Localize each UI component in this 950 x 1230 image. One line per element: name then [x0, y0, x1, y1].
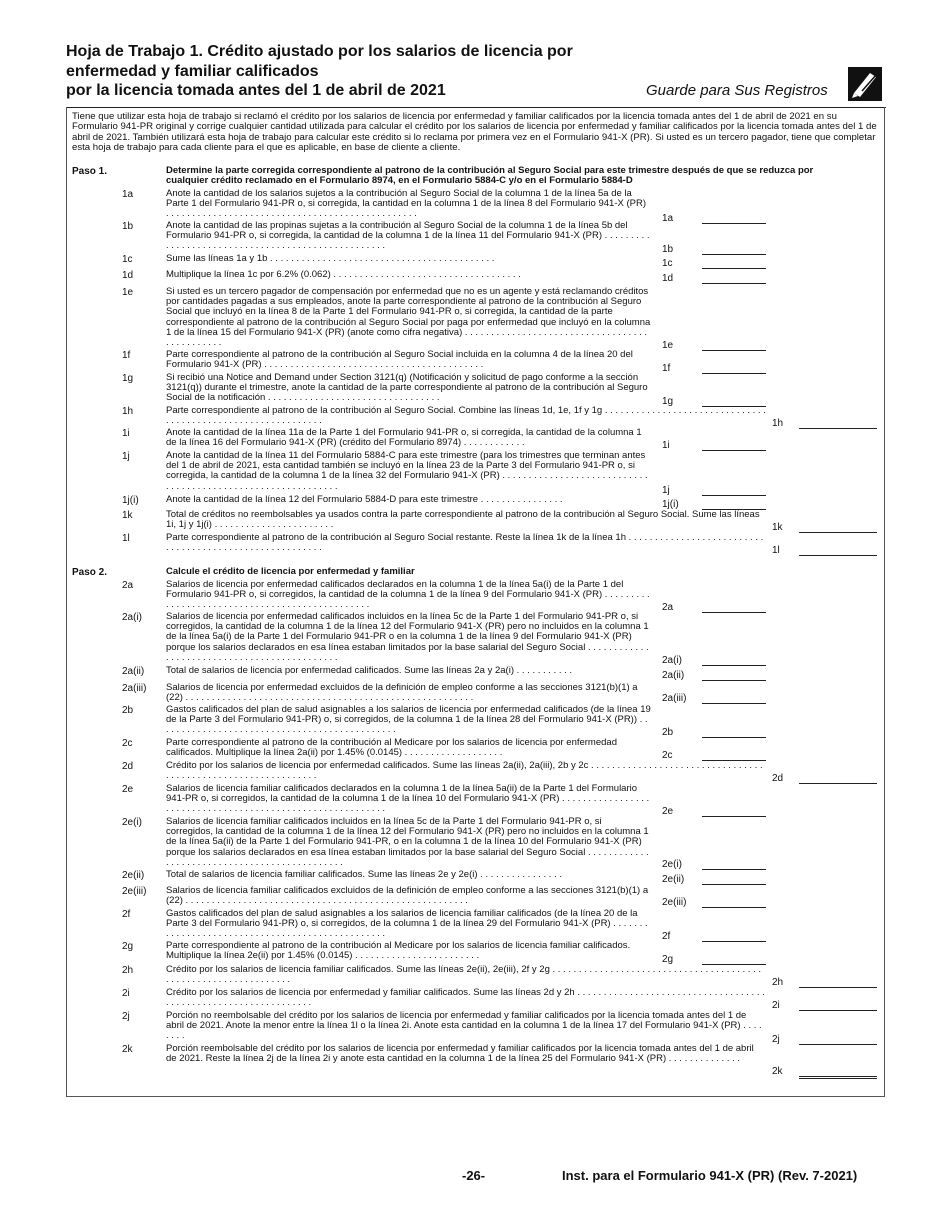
- step2-line-ref: 2a(i): [662, 655, 683, 666]
- step2-line-number: 2d: [122, 761, 134, 772]
- step2-line-ref: 2e(iii): [662, 897, 687, 908]
- step1-line-number: 1j(i): [122, 495, 139, 506]
- step2-line-number: 2e(iii): [122, 886, 147, 897]
- step1-amount-field[interactable]: [702, 223, 766, 224]
- step1-amount-field[interactable]: [702, 373, 766, 374]
- step2-line-ref: 2d: [772, 773, 784, 784]
- step2-amount-field[interactable]: [799, 987, 877, 988]
- step2-line-ref: 2a(iii): [662, 693, 687, 704]
- step1-line-number: 1i: [122, 428, 130, 439]
- step2-line-text: Total de salarios de licencia por enfermedad calificados. Sume las líneas 2a y 2a(i) . . . . . . . . . . .: [166, 665, 573, 676]
- step2-line-text: Crédito por los salarios de licencia por enfermedad calificados. Sume las líneas 2a(ii), 2a(iii), 2b y 2c . . . . . . . . . . . . . . . . . . . . . . . . . . . . . . . . . . . . . . . . . . . . . . . . . . . . . . . . . . . . . .: [166, 760, 763, 782]
- step2-line-text: Gastos calificados del plan de salud asignables a los salarios de licencia familiar calificados (de la línea 20 de la Parte 3 del Formulario 941-PR) o, si corregidos, de la columna 1 de la línea 29 del Formulario 941-X (PR) . . . . . . . . . . . . . . . . . . . . . . . . . . . . . . . . . . . . . . . . . . . . . . . . .: [166, 908, 648, 940]
- step2-amount-field[interactable]: [702, 665, 766, 666]
- step1-amount-field[interactable]: [702, 254, 766, 255]
- step2-amount-field[interactable]: [702, 941, 766, 942]
- step1-line-text: Sume las líneas 1a y 1b . . . . . . . . . . . . . . . . . . . . . . . . . . . . . . . . . . . . . . . . . . .: [166, 253, 495, 264]
- step1-line-text: Multiplique la línea 1c por 6.2% (0.062) . . . . . . . . . . . . . . . . . . . . . . . . . . . . . . . . . . . .: [166, 269, 521, 280]
- step2-line-number: 2a(iii): [122, 683, 147, 694]
- step1-line-ref: 1l: [772, 545, 780, 556]
- step2-line-ref: 2i: [772, 1000, 780, 1011]
- step1-line-ref: 1b: [662, 244, 674, 255]
- step2-amount-field[interactable]: [702, 737, 766, 738]
- step1-line-ref: 1d: [662, 273, 674, 284]
- step2-line-text: Porción reembolsable del crédito por los salarios de licencia por enfermedad y familiar calificados por la licencia tomada antes del 1 de abril de 2021. Reste la línea 2j de la línea 2i y anote esta cantidad en la columna 1 de la línea 25 del Formulario 941-X (PR) . . . . . . . . . . . . . .: [166, 1043, 754, 1065]
- step1-amount-field[interactable]: [799, 532, 877, 533]
- step1-amount-field[interactable]: [702, 495, 766, 496]
- step2-line-text: Crédito por los salarios de licencia por enfermedad y familiar calificados. Sume las líneas 2d y 2h . . . . . . . . . . . . . . . . . . . . . . . . . . . . . . . . . . . . . . . . . . . . . . . . . . . . . . . . . . . . . . . .: [166, 987, 765, 1009]
- step2-line-number: 2a(i): [122, 612, 143, 623]
- step2-amount-field[interactable]: [702, 907, 766, 908]
- step1-amount-field[interactable]: [702, 350, 766, 351]
- step1-line-ref: 1c: [662, 258, 673, 269]
- step2-line-ref: 2a(ii): [662, 670, 685, 681]
- records-pen-icon: [848, 67, 882, 101]
- step1-line-ref: 1g: [662, 396, 674, 407]
- step2-line-ref: 2c: [662, 750, 673, 761]
- step2-line-text: Total de salarios de licencia familiar calificados. Sume las líneas 2e y 2e(i) . . . . . . . . . . . . . . . .: [166, 869, 562, 880]
- step1-line-number: 1d: [122, 270, 134, 281]
- step2-line-text: Salarios de licencia familiar calificados excluidos de la definición de empleo conforme a las secciones 3121(b)(1) a (22) . . . . . . . . . . . . . . . . . . . . . . . . . . . . . . . . . . . . . . . . . . . . . . . . . . . . . .: [166, 885, 649, 907]
- step1-line-number: 1f: [122, 350, 131, 361]
- step2-line-text: Salarios de licencia por enfermedad calificados declarados en la columna 1 de la línea 5a(i) de la Parte 1 del Formulario 941-PR o, si corregidos, la cantidad de la columna 1 de la línea 9 del Formulario 941-X (PR) . . . . . . . . . . . . . . . . . . . . . . . . . . . . . . . . . . . . . . . . . . . . . . . .: [166, 579, 650, 611]
- step1-line-text: Total de créditos no reembolsables ya usados contra la parte correspondiente al patrono de la contribución al Seguro Social. Sume las líneas 1i, 1j y 1j(i) . . . . . . . . . . . . . . . . . . . . . . .: [166, 509, 760, 531]
- step2-line-number: 2j: [122, 1011, 130, 1022]
- step2-line-ref: 2e(ii): [662, 874, 685, 885]
- step1-amount-field[interactable]: [702, 283, 766, 284]
- step2-line-ref: 2g: [662, 954, 674, 965]
- step1-line-text: Si recibió una Notice and Demand under Section 3121(q) (Notificación y solicitud de pago conforme a la sección 3121(q)) durante el trimestre, anote la cantidad de la parte correspondiente al patrono de la contribución al Seguro Social de la notificación . . . . . . . . . . . . . . . . . . . . . . . . . . . . . . . . .: [166, 372, 648, 404]
- step2-label: Paso 2.: [72, 567, 108, 578]
- step2-line-number: 2e(i): [122, 817, 143, 828]
- step1-line-text: Anote la cantidad de las propinas sujetas a la contribución al Seguro Social de la columna 1 de la línea 5b del Formulario 941-PR o, si corregida, la cantidad de la columna 1 de la línea 11 del Formulario 941-X (PR) . . . . . . . . . . . . . . . . . . . . . . . . . . . . . . . . . . . . . . . . . . . . . . . . . . .: [166, 220, 650, 252]
- step1-line-text: Parte correspondiente al patrono de la contribución al Seguro Social. Combine las líneas 1d, 1e, 1f y 1g . . . . . . . . . . . . . . . . . . . . . . . . . . . . . . . . . . . . . . . . . . . . . . . . . . . . . . . . . . . . .: [166, 405, 766, 427]
- step2-line-number: 2h: [122, 965, 134, 976]
- step1-line-ref: 1a: [662, 213, 674, 224]
- step2-amount-field[interactable]: [702, 816, 766, 817]
- step2-line-text: Salarios de licencia por enfermedad calificados incluidos en la línea 5c de la Parte 1 del Formulario 941-PR o, si corregidos, la cantidad de la columna 1 de la línea 12 del Formulario 941-X (PR) pero no incluidos en la columna 1 de la línea 5a(i) de la Parte 1 del Formulario 941-PR o en la columna 1 de la línea 9 del Formulario 941-X (PR) porque los salarios declarados en esa línea estaban limitados por la base salarial del Seguro Social . . . . . . . . . . . . . . . . . . . . . . . . . . . . . . . . . . . . . . . . . . . . .: [166, 611, 649, 663]
- step2-amount-field[interactable]: [702, 869, 766, 870]
- step2-line-ref: 2a: [662, 602, 674, 613]
- step1-line-ref: 1h: [772, 418, 784, 429]
- step2-line-ref: 2k: [772, 1066, 783, 1077]
- step1-line-text: Si usted es un tercero pagador de compensación por enfermedad que no es un agente y está reclamando créditos por cantidades pagadas a sus empleados, anote la parte correspondiente al patrono de la contribución al Seguro Social que incluyó en la línea 8 de la Parte 1 del Formulario 941-PR o, si corregida, la cantidad de la parte correspondiente al patrono de la contribución al Seguro Social por paga por enfermedad que incluyó en la columna 1 de la línea 15 del Formulario 941-X (PR) (anote como cifra negativa) . . . . . . . . . . . . . . . . . . . . . . . . . . . . . . . . . . . . . . . . . . . . . .: [166, 286, 651, 349]
- step1-line-ref: 1i: [662, 440, 670, 451]
- step1-amount-field[interactable]: [799, 555, 877, 556]
- step1-label: Paso 1.: [72, 166, 108, 177]
- step2-line-number: 2e: [122, 784, 134, 795]
- step1-line-number: 1e: [122, 287, 134, 298]
- step1-heading: Determine la parte corregida correspondiente al patrono de la contribución al Seguro Social para este trimestre después de que se reduzca por cualquier crédito reclamado en el Formulario 8974, en el Formulario 5884-C y/o en el Formulario 5884-D: [166, 165, 814, 187]
- step2-line-text: Salarios de licencia familiar calificados declarados en la columna 1 de la línea 5a(ii) de la Parte 1 del Formulario 941-PR o, si corregidos, la cantidad de la columna 1 de la línea 10 del Formulario 941-X (PR) . . . . . . . . . . . . . . . . . . . . . . . . . . . . . . . . . . . . . . . . . . . . . . . . . . . . . . . . . . .: [166, 783, 650, 815]
- step2-line-number: 2c: [122, 738, 133, 749]
- step2-line-number: 2e(ii): [122, 870, 145, 881]
- step1-line-text: Anote la cantidad de la línea 11a de la Parte 1 del Formulario 941-PR o, si corregida, la cantidad de la columna 1 de la línea 16 del Formulario 941-X (PR) (crédito del Formulario 8974) . . . . . . . . . . . .: [166, 427, 642, 449]
- step2-line-text: Porción no reembolsable del crédito por los salarios de licencia por enfermedad y familiar calificados por la licencia tomada antes del 1 de abril de 2021. Anote la menor entre la línea 1l o la línea 2i. Anote esta cantidad en la columna 1 de la línea 17 del Formulario 941-X (PR) . . . . . . . .: [166, 1010, 762, 1042]
- step1-line-ref: 1f: [662, 363, 671, 374]
- step1-line-text: Anote la cantidad de la línea 12 del Formulario 5884-D para este trimestre . . . . . . . . . . . . . . . .: [166, 494, 563, 505]
- step1-line-number: 1k: [122, 510, 133, 521]
- step2-amount-field[interactable]: [799, 1044, 877, 1045]
- step2-line-number: 2a(ii): [122, 666, 145, 677]
- step2-line-text: Crédito por los salarios de licencia familiar calificados. Sume las líneas 2e(ii), 2e(iii), 2f y 2g . . . . . . . . . . . . . . . . . . . . . . . . . . . . . . . . . . . . . . . . . . . . . . . . . . . . . . . . . . . . . . . .: [166, 964, 762, 986]
- step1-line-ref: 1j(i): [662, 499, 679, 510]
- step1-line-ref: 1k: [772, 522, 783, 533]
- worksheet-title: Hoja de Trabajo 1. Crédito ajustado por los salarios de licencia por enfermedad y familiar calificados por la licencia tomada antes del 1 de abril de 2021: [66, 43, 573, 99]
- step2-line-text: Salarios de licencia por enfermedad excluidos de la definición de empleo conforme a las secciones 3121(b)(1) a (22) . . . . . . . . . . . . . . . . . . . . . . . . . . . . . . . . . . . . . . . . . . . . . . . . . . . . . . .: [166, 682, 638, 704]
- step2-line-text: Parte correspondiente al patrono de la contribución al Medicare por los salarios de licencia familiar calificados. Multiplique la línea 2e(ii) por 1.45% (0.0145) . . . . . . . . . . . . . . . . . . . . . . . .: [166, 940, 631, 962]
- step2-line-number: 2k: [122, 1044, 133, 1055]
- step1-line-number: 1a: [122, 189, 134, 200]
- intro-text: Tiene que utilizar esta hoja de trabajo si reclamó el crédito por los salarios de licencia por enfermedad y familiar calificados por la licencia tomada antes del 1 de abril de 2021 en su Formulario 941-PR original y corrige cualquier cantidad utilizada para calcular el crédito por los salarios de licencia por enfermedad y familiar calificados por la licencia tomada antes del 1 de abril de 2021. También utilizará esta hoja de trabajo para calcular este crédito si lo reclama por primera vez en el Formulario 941-X (PR). Si usted es un tercero pagador, tiene que completar esta hoja de trabajo para cada cliente para el que es aplicable, en base de cliente a cliente.: [72, 111, 877, 154]
- step1-line-number: 1b: [122, 221, 134, 232]
- step1-line-text: Parte correspondiente al patrono de la contribución al Seguro Social restante. Reste la línea 1k de la línea 1h . . . . . . . . . . . . . . . . . . . . . . . . . . . . . . . . . . . . . . . . . . . . . . . . . . . . . . . .: [166, 532, 764, 554]
- keep-records-label: Guarde para Sus Registros: [646, 82, 828, 99]
- step1-line-text: Anote la cantidad de los salarios sujetos a la contribución al Seguro Social de la columna 1 de la línea 5a de la Parte 1 del Formulario 941-PR o, si corregida, la cantidad en la columna 1 de la línea 8 del Formulario 941-X (PR) . . . . . . . . . . . . . . . . . . . . . . . . . . . . . . . . . . . . . . . . . . . . . . . .: [166, 188, 646, 220]
- step2-line-text: Parte correspondiente al patrono de la contribución al Medicare por los salarios de licencia por enfermedad calificados. Multiplique la línea 2a(ii) por 1.45% (0.0145) . . . . . . . . . . . . . . . . . . .: [166, 737, 617, 759]
- page-number: -26-: [462, 1168, 486, 1183]
- step2-amount-field[interactable]: [702, 612, 766, 613]
- step1-line-text: Parte correspondiente al patrono de la contribución al Seguro Social incluida en la columna 4 de la línea 20 del Formulario 941-X (PR) . . . . . . . . . . . . . . . . . . . . . . . . . . . . . . . . . . . . . . . . . .: [166, 349, 633, 371]
- step1-line-ref: 1j: [662, 485, 670, 496]
- step1-line-number: 1l: [122, 533, 130, 544]
- step2-line-text: Salarios de licencia familiar calificados incluidos en la línea 5c de la Parte 1 del Formulario 941-PR o, si corregidos, la cantidad de la columna 1 de la línea 12 del Formulario 941-X (PR) pero no incluidos en la columna 1 de la línea 5a(ii) de la Parte 1 del Formulario 941-PR, o en la columna 1 de la línea 10 del Formulario 941-X (PR) porque los salarios declarados en esa línea estaban limitados por la base salarial del Seguro Social . . . . . . . . . . . . . . . . . . . . . . . . . . . . . . . . . . . . . . . . . . . . . .: [166, 816, 649, 868]
- step2-line-ref: 2b: [662, 727, 674, 738]
- step1-amount-field[interactable]: [799, 428, 877, 429]
- step2-line-number: 2f: [122, 909, 131, 920]
- step2-line-ref: 2e(i): [662, 859, 683, 870]
- step2-heading: Calcule el crédito de licencia por enfermedad y familiar: [166, 566, 415, 577]
- step2-line-ref: 2e: [662, 806, 674, 817]
- step1-line-ref: 1e: [662, 340, 674, 351]
- step2-line-ref: 2h: [772, 977, 784, 988]
- step1-line-text: Anote la cantidad de la línea 11 del Formulario 5884-C para este trimestre (para los trimestres que terminan antes del 1 de abril de 2021, esta cantidad también se incluyó en la línea 23 de la Parte 3 del Formulario 941-PR o, si corregida, la cantidad de la columna 1 de la línea 32 del Formulario 941-X (PR) . . . . . . . . . . . . . . . . . . . . . . . . . . . . . . . . . . . . . . . . . . . . . . . . . . . . . . . . . . . . .: [166, 450, 648, 492]
- step1-amount-field[interactable]: [702, 450, 766, 451]
- step2-line-number: 2i: [122, 988, 130, 999]
- step2-amount-field[interactable]: [799, 1010, 877, 1011]
- step2-line-number: 2g: [122, 941, 134, 952]
- step2-amount-field[interactable]: [702, 680, 766, 681]
- step2-amount-field[interactable]: [702, 884, 766, 885]
- step1-line-number: 1c: [122, 254, 133, 265]
- step2-line-number: 2a: [122, 580, 134, 591]
- step2-amount-field[interactable]: [799, 783, 877, 784]
- step2-amount-field[interactable]: [799, 1076, 877, 1079]
- step1-line-number: 1h: [122, 406, 134, 417]
- step2-line-text: Gastos calificados del plan de salud asignables a los salarios de licencia por enfermedad calificados (de la línea 19 de la Parte 3 del Formulario 941-PR) o, si corregidos, de la columna 1 de la línea 28 del Formulario 941-X (PR)) . . . . . . . . . . . . . . . . . . . . . . . . . . . . . . . . . . . . . . . . . . . . . .: [166, 704, 651, 736]
- step1-line-number: 1g: [122, 373, 134, 384]
- step1-amount-field[interactable]: [702, 268, 766, 269]
- step2-amount-field[interactable]: [702, 703, 766, 704]
- step2-line-number: 2b: [122, 705, 134, 716]
- step1-line-number: 1j: [122, 451, 130, 462]
- step2-line-ref: 2j: [772, 1034, 780, 1045]
- form-footer: Inst. para el Formulario 941-X (PR) (Rev. 7-2021): [562, 1168, 858, 1183]
- step2-line-ref: 2f: [662, 931, 671, 942]
